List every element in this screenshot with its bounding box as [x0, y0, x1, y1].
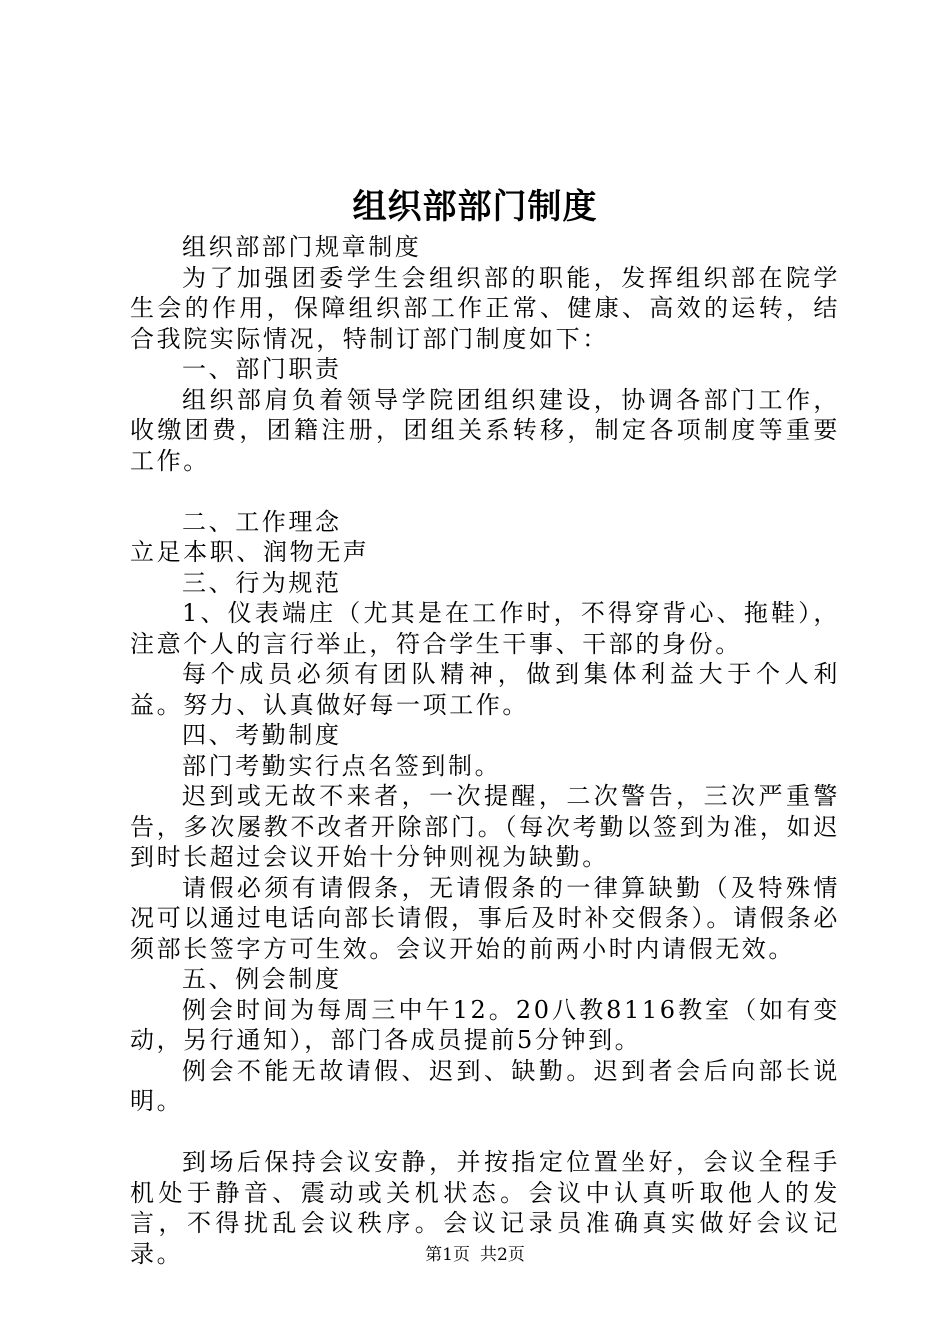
- page-number: 第1页: [425, 1245, 470, 1265]
- conduct-paragraph-1: 1、仪表端庄（尤其是在工作时，不得穿背心、拖鞋），注意个人的言行举止，符合学生干事、干部的身份。: [130, 599, 840, 658]
- meetings-paragraph-2: 例会不能无故请假、迟到、缺勤。迟到者会后向部长说明。: [130, 1056, 840, 1115]
- document-body: [130, 232, 840, 1269]
- section-heading-attendance: 四、考勤制度: [182, 721, 342, 749]
- attendance-paragraph-1: 部门考勤实行点名签到制。: [182, 751, 502, 780]
- document-title: 组织部部门制度: [352, 187, 598, 227]
- section-heading-philosophy: 二、工作理念: [182, 507, 342, 536]
- meetings-paragraph-1: 例会时间为每周三中午12。20八教8116教室（如有变动，另行通知），部门各成员提前5分钟到。: [130, 995, 840, 1054]
- page-total: 共2页: [480, 1245, 525, 1265]
- philosophy-paragraph: 立足本职、润物无声: [130, 538, 370, 566]
- intro-paragraph: 为了加强团委学生会组织部的职能，发挥组织部在院学生会的作用，保障组织部工作正常、健康、高效的运转，结合我院实际情况，特制订部门制度如下：: [130, 263, 840, 353]
- meetings-paragraph-3: 到场后保持会议安静，并按指定位置坐好，会议全程手机处于静音、震动或关机状态。会议中认真听取他人的发言，不得扰乱会议秩序。会议记录员准确真实做好会议记录。: [130, 1148, 840, 1268]
- section-heading-conduct: 三、行为规范: [182, 568, 342, 597]
- attendance-paragraph-2: 迟到或无故不来者，一次提醒，二次警告，三次严重警告，多次屡教不改者开除部门。（每次考勤以签到为准，如迟到时长超过会议开始十分钟则视为缺勤。: [130, 782, 840, 871]
- blank-line: [130, 476, 840, 507]
- section-heading-duties: 一、部门职责: [182, 355, 342, 383]
- conduct-paragraph-2: 每个成员必须有团队精神，做到集体利益大于个人利益。努力、认真做好每一项工作。: [130, 660, 840, 719]
- page-footer: [0, 1243, 950, 1267]
- section-heading-meetings: 五、例会制度: [182, 965, 342, 993]
- duties-paragraph: 组织部肩负着领导学院团组织建设，协调各部门工作，收缴团费，团籍注册，团组关系转移，制定各项制度等重要工作。: [130, 385, 840, 475]
- blank-line: [130, 1117, 840, 1148]
- attendance-paragraph-3: 请假必须有请假条，无请假条的一律算缺勤（及特殊情况可以通过电话向部长请假，事后及时补交假条）。请假条必须部长签字方可生效。会议开始的前两小时内请假无效。: [130, 873, 840, 963]
- subtitle-paragraph: 组织部部门规章制度: [182, 233, 422, 261]
